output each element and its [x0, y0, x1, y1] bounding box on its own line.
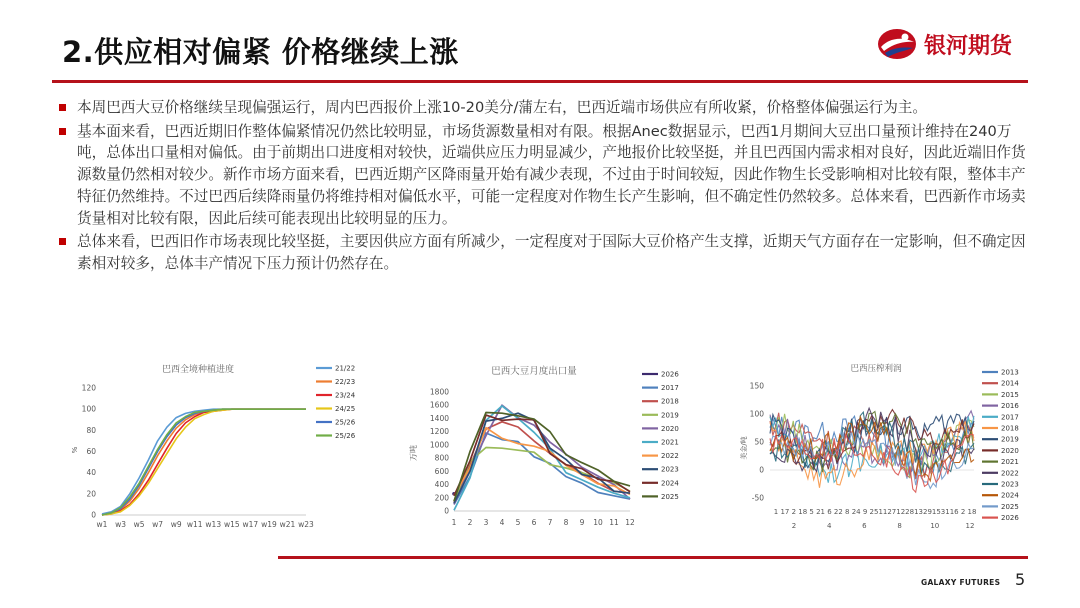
x-tick-label: 29: [922, 508, 932, 516]
company-logo: [876, 26, 1012, 62]
legend-label: 2024: [1001, 491, 1019, 500]
legend-label: 2018: [1001, 424, 1019, 433]
legend-label: 2021: [1001, 458, 1019, 467]
x-tick-label: 7: [547, 518, 553, 527]
legend-label: 2019: [1001, 435, 1019, 444]
chart-title: 巴西压榨利润: [850, 364, 902, 374]
bullet-item: [56, 97, 1031, 119]
x-tick-label: w15: [223, 520, 240, 529]
x-tick-label: 24: [851, 508, 861, 516]
x-tick-label: 4: [826, 522, 832, 530]
x-tick-label: w23: [298, 520, 314, 529]
legend-label: 21/22: [335, 364, 356, 373]
page-number: 5: [1015, 570, 1026, 589]
x-tick-label: w13: [205, 520, 222, 529]
y-tick-label: 1800: [429, 387, 449, 397]
bullet-item: [56, 231, 1031, 274]
legend-label: 2022: [661, 452, 679, 461]
footer-divider: [278, 556, 1028, 559]
x-tick-label: 2: [960, 508, 966, 516]
x-tick-label: 21: [816, 508, 826, 516]
series-line: [102, 409, 306, 515]
x-tick-label: 4: [499, 518, 505, 527]
legend-label: 2013: [1001, 368, 1019, 377]
x-tick-label: w1: [96, 520, 108, 529]
x-tick-label: 12: [965, 522, 975, 530]
legend-label: 2024: [661, 479, 679, 488]
footer-brand: GALAXY FUTURES: [921, 578, 1001, 587]
x-tick-label: w9: [170, 520, 182, 529]
x-tick-label: 2: [467, 518, 473, 527]
x-tick-label: w21: [279, 520, 296, 529]
x-tick-label: 8: [845, 508, 850, 516]
bullet-marker-icon: [59, 104, 66, 111]
x-tick-label: 11: [609, 518, 619, 527]
y-tick-label: 150: [749, 381, 764, 391]
legend-label: 2020: [661, 424, 679, 433]
x-tick-label: 22: [833, 508, 843, 516]
legend-label: 2022: [1001, 469, 1019, 478]
y-axis-label: %: [71, 446, 79, 454]
x-tick-label: 1: [451, 518, 457, 527]
x-tick-label: 10: [593, 518, 603, 527]
legend-label: 2023: [661, 465, 679, 474]
legend-label: 2026: [1001, 514, 1019, 523]
series-line: [102, 409, 306, 515]
legend-label: 2026: [661, 370, 679, 379]
y-tick-label: -50: [751, 493, 764, 503]
x-tick-label: 25: [869, 508, 879, 516]
legend-label: 2016: [1001, 402, 1019, 411]
chart-title: 巴西大豆月度出口量: [491, 366, 577, 377]
y-tick-label: 60: [86, 447, 96, 456]
series-line: [454, 413, 630, 502]
legend-label: 2025: [661, 492, 679, 501]
y-tick-label: 100: [749, 409, 764, 419]
x-tick-label: w7: [152, 520, 164, 529]
legend-label: 2017: [1001, 413, 1019, 422]
legend-label: 22/23: [335, 378, 356, 386]
legend-label: 2018: [661, 397, 679, 406]
legend-label: 2020: [1001, 446, 1019, 455]
y-tick-label: 0: [91, 510, 96, 520]
y-tick-label: 400: [434, 480, 449, 490]
x-tick-label: 12: [896, 508, 906, 516]
x-tick-label: 5: [809, 508, 814, 516]
x-tick-label: 27: [887, 508, 897, 516]
y-tick-label: 100: [81, 404, 96, 414]
crush-margin-chart: [742, 358, 1038, 538]
x-tick-label: 13: [914, 508, 924, 516]
x-tick-label: 3: [483, 518, 489, 527]
legend-label: 2019: [661, 411, 679, 420]
y-tick-label: 600: [434, 466, 449, 476]
bullet-marker-icon: [59, 238, 66, 245]
x-tick-label: w5: [133, 520, 145, 529]
y-tick-label: 1200: [429, 427, 449, 437]
x-tick-label: 12: [625, 518, 635, 527]
bullet-text: 本周巴西大豆价格继续呈现偏强运行，周内巴西报价上涨10-20美分/蒲左右，巴西近端市场供应有所收紧，价格整体偏强运行为主。: [77, 99, 927, 116]
x-tick-label: 11: [878, 508, 888, 516]
y-tick-label: 200: [434, 493, 449, 503]
legend-label: 2017: [661, 384, 679, 393]
x-tick-label: 31: [940, 508, 950, 516]
y-tick-label: 50: [754, 437, 764, 447]
legend-label: 2025: [1001, 502, 1019, 511]
x-tick-label: 1: [773, 508, 779, 516]
header-divider: [52, 80, 1028, 83]
legend-label: 2015: [1001, 390, 1019, 399]
bullet-list: [56, 97, 1031, 277]
legend-label: 24/25: [335, 405, 356, 413]
x-tick-label: w19: [261, 520, 277, 529]
legend-label: 25/26: [335, 432, 356, 440]
y-tick-label: 1000: [429, 440, 449, 450]
x-tick-label: 28: [905, 508, 915, 516]
slide-title: 2.供应相对偏紧 价格继续上涨: [62, 35, 459, 69]
x-tick-label: 10: [930, 522, 940, 530]
y-tick-label: 0: [759, 465, 764, 475]
x-tick-label: 9: [862, 508, 868, 516]
y-tick-label: 20: [86, 489, 96, 499]
y-tick-label: 80: [86, 425, 96, 435]
export-volume-chart: [408, 358, 698, 538]
x-tick-label: w17: [242, 520, 259, 529]
x-tick-label: 6: [862, 522, 867, 530]
y-tick-label: 120: [81, 383, 96, 393]
x-tick-label: 16: [949, 508, 959, 516]
chart-title: 巴西全境种植进度: [161, 365, 235, 375]
series-line: [102, 409, 306, 515]
x-tick-label: w11: [186, 520, 203, 529]
x-tick-label: 5: [515, 518, 521, 527]
x-tick-label: 8: [563, 518, 569, 527]
bullet-marker-icon: [59, 128, 66, 135]
x-tick-label: 6: [531, 518, 537, 527]
y-axis-label: 万吨: [409, 445, 418, 461]
bullet-text: 基本面来看，巴西近期旧作整体偏紧情况仍然比较明显，市场货源数量相对有限。根据Anec数据显示，巴西1月期间大豆出口量预计维持在240万吨，总体出口量相对偏低。由于前期出口进度相对较快，近端供应压力明显减少，产地报价比较坚挺，并且巴西国内需求相对良好，因此近端旧作货源数量仍然相对较少。新作市场方面来看，巴西近期产区降雨量开始有减少表现，不过由于时间较短，因此作物生长受影响相对比较有限，整体丰产特征仍然维持。不过巴西后续降雨量仍将维持相对偏低水平，可能一定程度对作物生长产生影响，但不确定性仍然较多。总体来看，巴西新作市场卖货量相对比较有限，因此后续可能表现出比较明显的压力。: [77, 122, 1026, 227]
y-tick-label: 0: [444, 506, 449, 516]
legend-label: 25/26: [335, 418, 356, 427]
y-tick-label: 1400: [429, 413, 449, 423]
x-tick-label: 18: [798, 508, 808, 516]
x-tick-label: w3: [115, 520, 126, 529]
bullet-item: [56, 121, 1031, 230]
y-axis-label: 美金/吨: [740, 436, 748, 460]
bullet-text: 总体来看，巴西旧作市场表现比较坚挺，主要因供应方面有所减少，一定程度对于国际大豆价格产生支撑，近期天气方面存在一定影响，但不确定因素相对较多，总体丰产情况下压力预计仍然存在。: [77, 233, 1026, 272]
planting-progress-chart: [66, 358, 366, 538]
y-tick-label: 1600: [429, 400, 449, 410]
x-tick-label: 6: [827, 508, 832, 516]
x-tick-label: 2: [791, 508, 797, 516]
x-tick-label: 9: [579, 518, 585, 527]
legend-label: 2014: [1001, 379, 1019, 388]
galaxy-logo-icon: [876, 26, 918, 62]
x-tick-label: 8: [897, 522, 902, 530]
x-tick-label: 15: [931, 508, 941, 516]
company-logo-text: 银河期货: [924, 33, 1013, 59]
y-tick-label: 800: [434, 453, 449, 463]
series-line: [102, 409, 306, 515]
legend-label: 2021: [661, 438, 679, 447]
y-tick-label: 40: [86, 468, 96, 478]
x-tick-label: 2: [791, 522, 797, 530]
legend-label: 23/24: [335, 391, 356, 400]
x-tick-label: 17: [780, 508, 790, 516]
x-tick-label: 18: [967, 508, 977, 516]
legend-label: 2023: [1001, 480, 1019, 489]
series-line: [102, 409, 306, 515]
